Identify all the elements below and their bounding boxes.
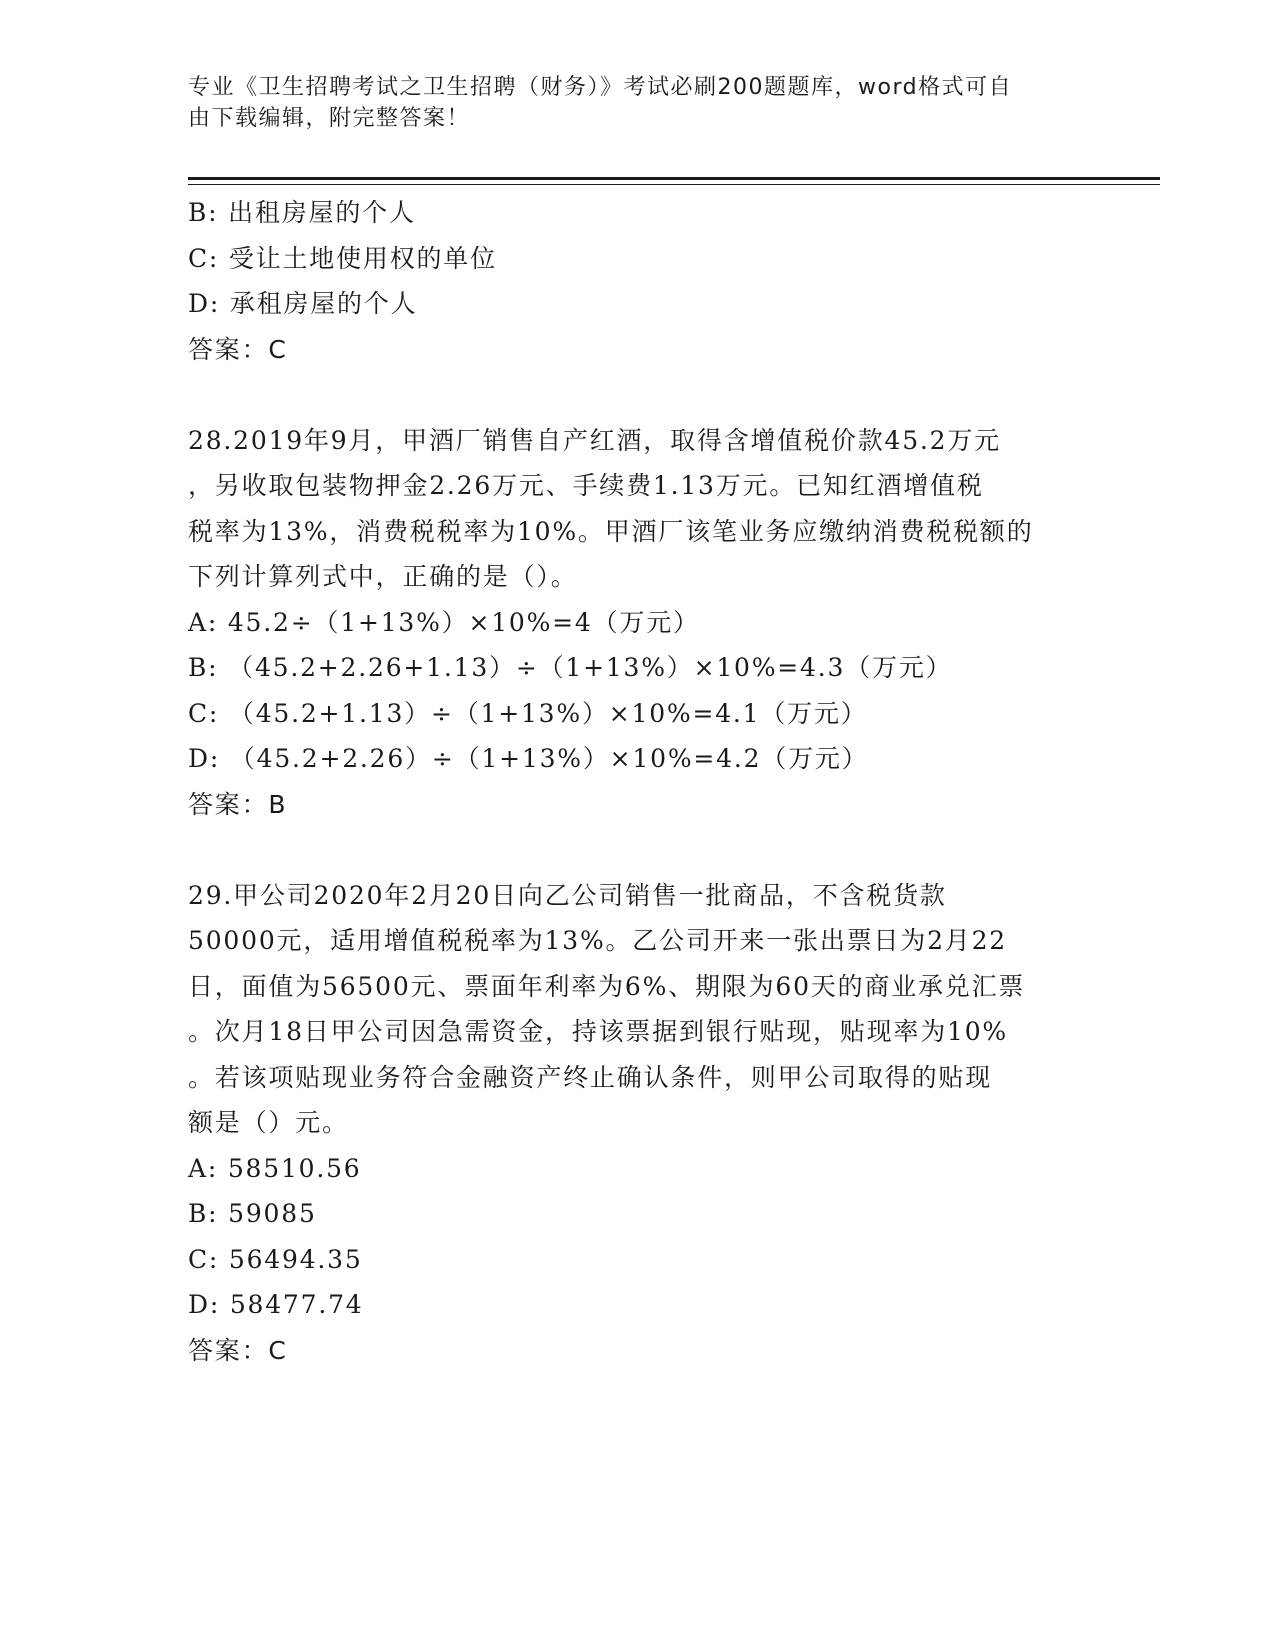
option-b: B: （45.2+2.26+1.13）÷（1+13%）×10%=4.3（万元）	[188, 653, 953, 682]
spacer	[188, 372, 1088, 418]
option-a: A: 45.2÷（1+13%）×10%=4（万元）	[188, 607, 700, 637]
answer-line: 答案：B	[188, 789, 288, 819]
header-rule-thin	[188, 184, 1160, 185]
answer-line: 答案：C	[188, 1335, 288, 1365]
question-stem-line: 下列计算列式中，正确的是（）。	[188, 562, 578, 591]
question-stem-line: 50000元，适用增值税税率为13%。乙公司开来一张出票日为2月22	[188, 926, 1008, 955]
header-rule-thick	[188, 177, 1160, 180]
option-c: C: 受让土地使用权的单位	[188, 243, 497, 273]
document-header	[188, 72, 1068, 134]
option-c: C: （45.2+1.13）÷（1+13%）×10%=4.1（万元）	[188, 698, 868, 728]
question-stem-line: 日，面值为56500元、票面年利率为6%、期限为60天的商业承兑汇票	[188, 971, 1026, 1001]
option-a: A: 58510.56	[188, 1153, 362, 1183]
question-stem-line: 29.甲公司2020年2月20日向乙公司销售一批商品，不含税货款	[188, 880, 947, 910]
option-b: B: 59085	[188, 1199, 317, 1228]
question-28-block	[188, 418, 1088, 828]
question-27-block	[188, 190, 1088, 372]
question-stem-line: 28.2019年9月，甲酒厂销售自产红酒，取得含增值税价款45.2万元	[188, 425, 1001, 455]
option-c: C: 56494.35	[188, 1244, 363, 1274]
document-body	[188, 190, 1088, 1373]
option-d: D: 58477.74	[188, 1290, 364, 1319]
question-stem-line: 税率为13%，消费税税率为10%。甲酒厂该笔业务应缴纳消费税税额的	[188, 516, 1034, 546]
option-d: D: （45.2+2.26）÷（1+13%）×10%=4.2（万元）	[188, 744, 869, 773]
question-stem-line: 。次月18日甲公司因急需资金，持该票据到银行贴现，贴现率为10%	[188, 1017, 1008, 1046]
header-line-2: 由下载编辑，附完整答案！	[188, 106, 471, 131]
question-29-block	[188, 873, 1088, 1374]
option-d: D: 承租房屋的个人	[188, 289, 418, 318]
header-line-1: 专业《卫生招聘考试之卫生招聘（财务）》考试必刷200题题库，word格式可自	[188, 75, 1013, 100]
option-b: B: 出租房屋的个人	[188, 198, 416, 227]
question-stem-line: 额是（）元。	[188, 1108, 349, 1137]
answer-line: 答案：C	[188, 334, 288, 364]
question-stem-line: ，另收取包装物押金2.26万元、手续费1.13万元。已知红酒增值税	[188, 471, 984, 500]
spacer	[188, 827, 1088, 873]
question-stem-line: 。若该项贴现业务符合金融资产终止确认条件，则甲公司取得的贴现	[188, 1062, 993, 1092]
